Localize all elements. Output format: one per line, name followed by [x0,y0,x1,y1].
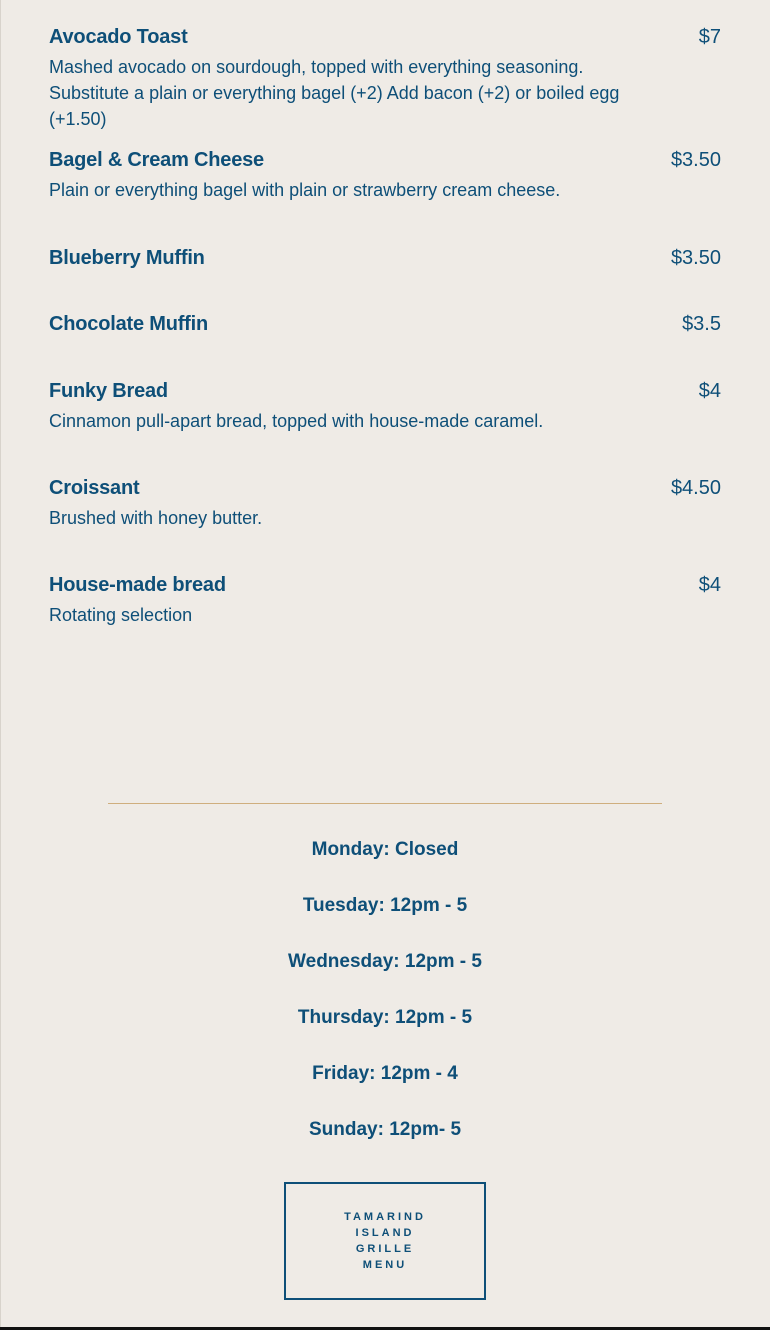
hours-tuesday: Tuesday: 12pm - 5 [302,895,468,916]
item-name: Avocado Toast [49,26,188,48]
item-price: $3.50 [670,247,721,269]
item-name: Croissant [49,477,140,499]
hours-friday: Friday: 12pm - 4 [312,1063,458,1084]
opening-hours [0,834,770,1170]
menu-item-blueberry-muffin [49,243,721,309]
item-name: Bagel & Cream Cheese [49,149,264,171]
item-name: Funky Bread [49,380,168,402]
item-description: Rotating selection [49,605,193,625]
item-price: $4.50 [670,477,721,499]
menu-item-bagel-cream-cheese [49,145,721,243]
hours-sunday: Sunday: 12pm- 5 [308,1119,462,1140]
menu-item-croissant [49,473,721,570]
item-description: Cinnamon pull-apart bread, topped with house-made caramel. [49,411,544,431]
hours-monday: Monday: Closed [311,839,459,860]
menu-list [49,22,721,640]
menu-item-avocado-toast [49,22,721,145]
item-name: House-made bread [49,574,226,596]
item-description: Brushed with honey butter. [49,508,263,528]
section-divider [108,803,662,804]
item-description: Plain or everything bagel with plain or strawberry cream cheese. [49,180,561,200]
item-price: $3.5 [682,313,721,335]
item-name: Chocolate Muffin [49,313,209,335]
item-name: Blueberry Muffin [49,247,205,269]
item-description: Mashed avocado on sourdough, topped with everything seasoning. Substitute a plain or everything bagel (+2) Add bacon (+2) or boiled egg (+1.50) [49,57,620,129]
tamarind-island-grille-menu-button[interactable] [284,1182,486,1300]
hours-thursday: Thursday: 12pm - 5 [297,1007,473,1028]
item-price: $3.50 [670,149,721,171]
menu-item-house-made-bread [49,570,721,640]
item-price: $4 [698,574,721,596]
menu-button-label: TAMARIND ISLAND GRILLE MENU [344,1211,426,1271]
menu-item-chocolate-muffin [49,309,721,376]
item-price: $7 [698,26,721,48]
menu-item-funky-bread [49,376,721,473]
hours-wednesday: Wednesday: 12pm - 5 [288,951,482,972]
item-price: $4 [698,380,721,402]
